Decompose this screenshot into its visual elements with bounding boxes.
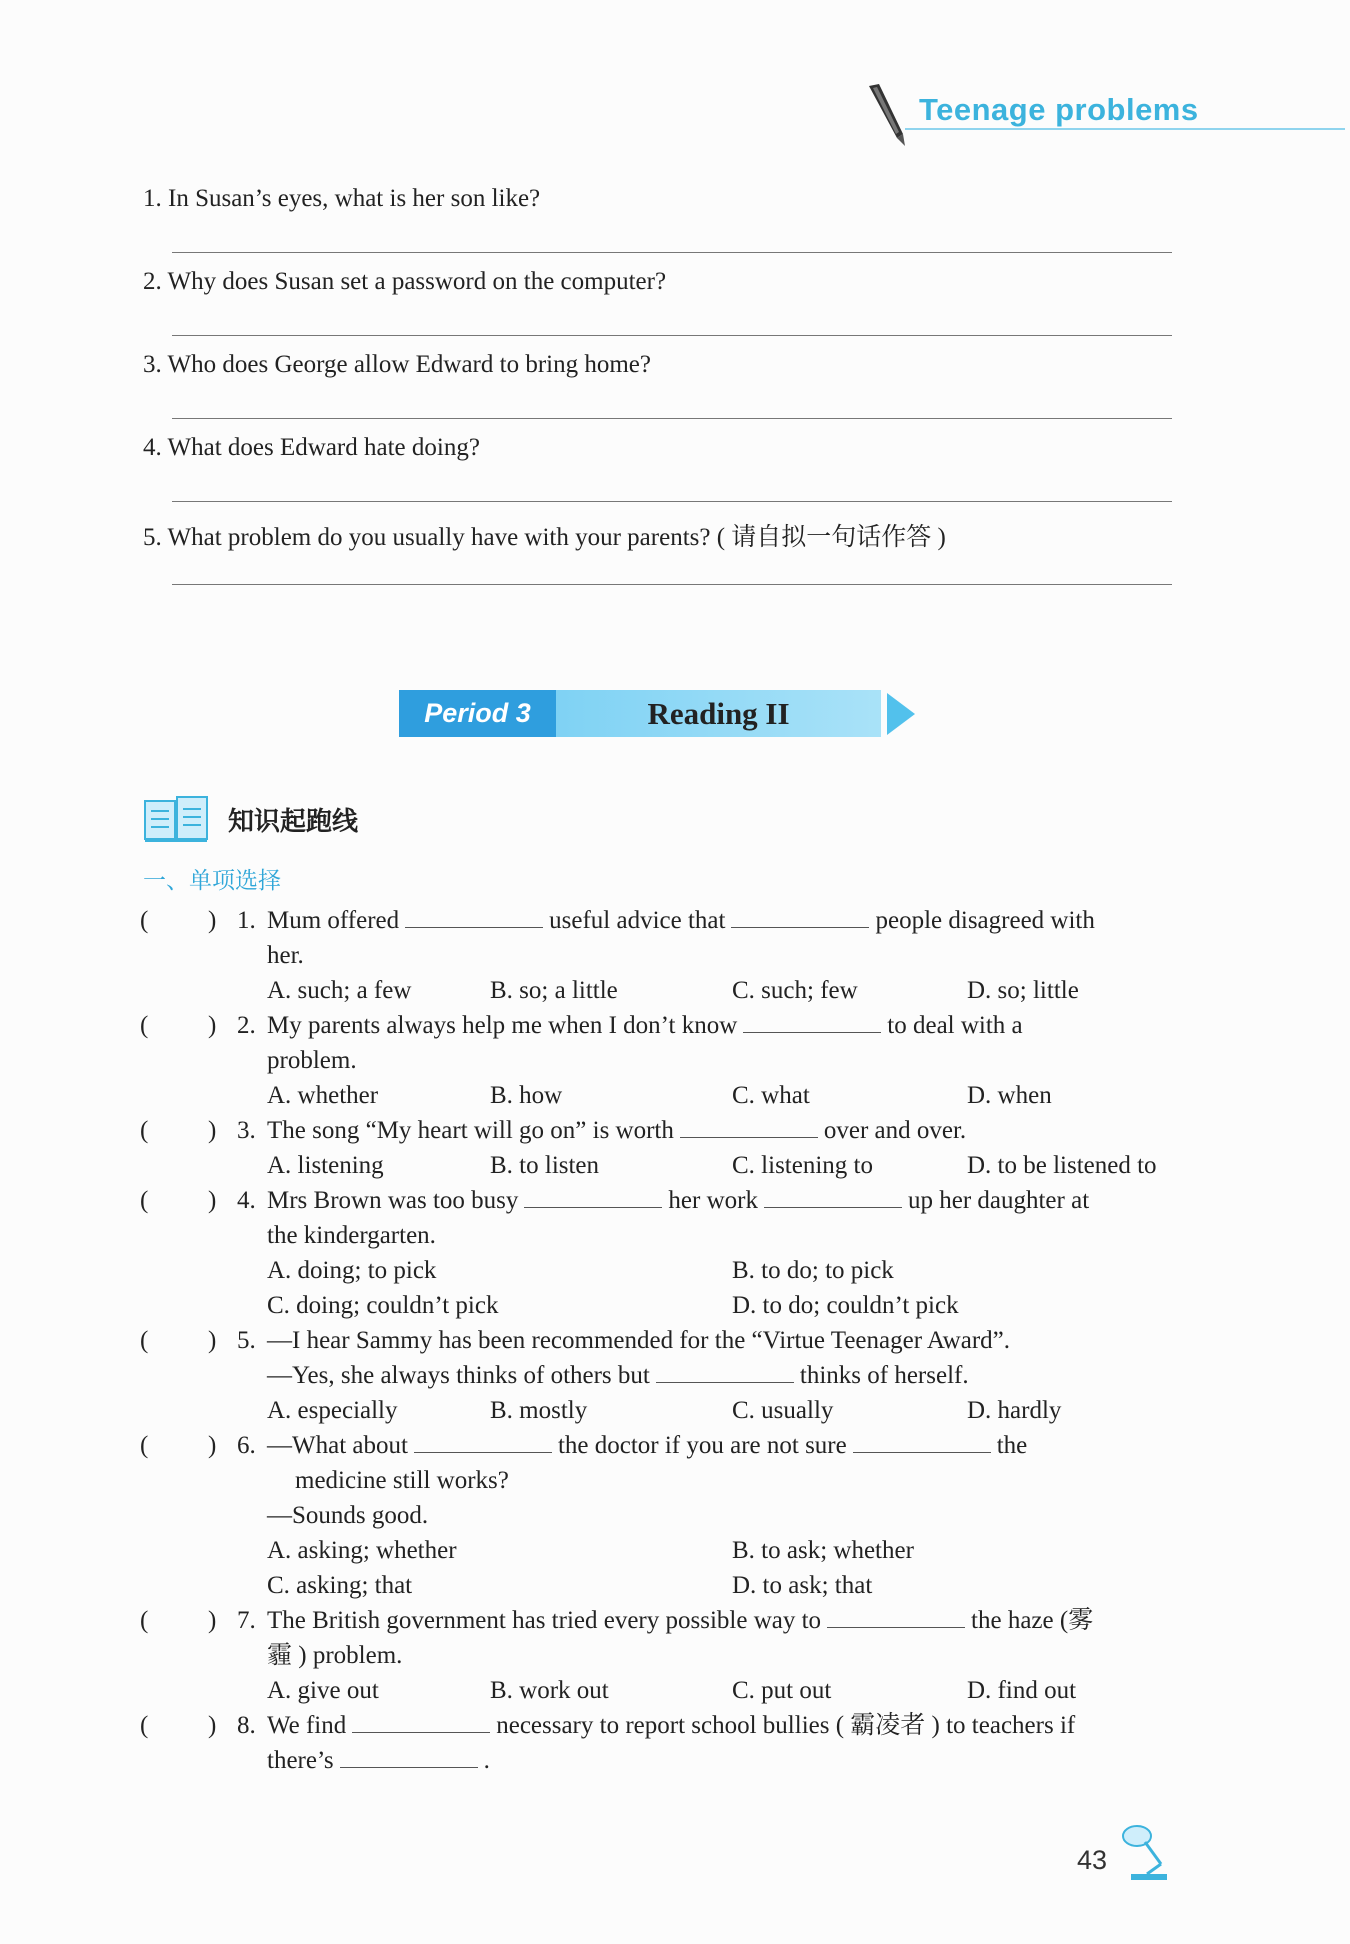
pen-icon xyxy=(863,82,911,150)
question-number: 5. xyxy=(237,1327,256,1354)
blank[interactable] xyxy=(827,1603,965,1628)
stem-continued xyxy=(267,1358,969,1393)
stem-text: My parents always help me when I don’t know xyxy=(267,1012,738,1039)
stem-text: The British government has tried every possible way to xyxy=(267,1607,822,1634)
options-row xyxy=(140,1253,1185,1288)
dialogue-reply: —Sounds good. xyxy=(267,1502,429,1529)
blank[interactable] xyxy=(764,1183,902,1208)
question-number: 2. xyxy=(237,1012,256,1039)
stem-text: her work xyxy=(668,1187,758,1214)
options-row xyxy=(140,1533,1185,1568)
question-row-continued xyxy=(140,938,1185,973)
option-a[interactable]: A. especially xyxy=(267,1397,398,1424)
question-row xyxy=(140,1113,1185,1148)
question-stem xyxy=(267,1183,1089,1218)
blank[interactable] xyxy=(352,1708,490,1733)
option-c[interactable]: C. doing; couldn’t pick xyxy=(267,1292,499,1319)
question-row xyxy=(140,1008,1185,1043)
question-row-continued xyxy=(140,1043,1185,1078)
period-title: Reading II xyxy=(556,690,881,737)
option-d[interactable]: D. when xyxy=(967,1082,1052,1109)
subsection-title: 一、单项选择 xyxy=(143,868,281,894)
option-d[interactable]: D. so; little xyxy=(967,977,1079,1004)
answer-bracket-close: ) xyxy=(208,1117,217,1144)
stem-text: over and over. xyxy=(823,1117,967,1144)
question-number: 1. xyxy=(237,907,256,934)
question-row xyxy=(140,1183,1185,1218)
question-item xyxy=(143,268,1183,351)
option-b[interactable]: B. to do; to pick xyxy=(732,1257,894,1284)
answer-bracket-open[interactable]: ( xyxy=(140,1712,149,1739)
multiple-choice-list xyxy=(140,903,1185,1778)
answer-bracket-open[interactable]: ( xyxy=(140,1187,149,1214)
question-text: 1. In Susan’s eyes, what is her son like? xyxy=(143,185,541,212)
option-d[interactable]: D. find out xyxy=(967,1677,1077,1704)
stem-text: Mrs Brown was too busy xyxy=(267,1187,519,1214)
stem-continued: problem. xyxy=(267,1047,357,1074)
question-stem xyxy=(267,1008,1023,1043)
period-label: Period 3 xyxy=(399,690,556,737)
stem-text: people disagreed with xyxy=(875,907,1095,934)
stem-text: the haze (雾 xyxy=(971,1607,1094,1634)
options-row xyxy=(140,1673,1185,1708)
question-stem: —I hear Sammy has been recommended for the “Virtue Teenager Award”. xyxy=(267,1327,1010,1354)
stem-continued: the kindergarten. xyxy=(267,1222,436,1249)
question-number: 3. xyxy=(237,1117,256,1144)
stem-text: the xyxy=(996,1432,1028,1459)
option-a[interactable]: A. asking; whether xyxy=(267,1537,457,1564)
stem-continued: 霾 ) problem. xyxy=(267,1642,403,1669)
question-number: 8. xyxy=(237,1712,256,1739)
answer-bracket-close: ) xyxy=(208,1712,217,1739)
question-text: 5. What problem do you usually have with your parents? ( 请自拟一句话作答 ) xyxy=(143,524,946,551)
option-c[interactable]: C. listening to xyxy=(732,1152,873,1179)
question-number: 7. xyxy=(237,1607,256,1634)
option-b[interactable]: B. mostly xyxy=(490,1397,588,1424)
options-row xyxy=(140,1393,1185,1428)
option-b[interactable]: B. how xyxy=(490,1082,563,1109)
question-row-continued xyxy=(140,1498,1185,1533)
section-title: 知识起跑线 xyxy=(228,807,359,837)
blank[interactable] xyxy=(731,903,869,928)
answer-bracket-open[interactable]: ( xyxy=(140,1607,149,1634)
option-c[interactable]: C. such; few xyxy=(732,977,858,1004)
question-stem xyxy=(267,1708,1075,1743)
answer-line[interactable] xyxy=(172,252,1172,253)
page-number: 43 xyxy=(1077,1845,1108,1875)
blank[interactable] xyxy=(405,903,543,928)
stem-text: necessary to report school bullies ( 霸凌者 ) to teachers if xyxy=(496,1712,1076,1739)
question-item xyxy=(143,185,1183,268)
blank[interactable] xyxy=(680,1113,818,1138)
option-c[interactable]: C. asking; that xyxy=(267,1572,413,1599)
blank[interactable] xyxy=(524,1183,662,1208)
question-stem xyxy=(267,1113,966,1148)
stem-text: there’s xyxy=(267,1747,334,1774)
answer-bracket-close: ) xyxy=(208,1187,217,1214)
question-item xyxy=(143,434,1183,517)
answer-bracket-close: ) xyxy=(208,1607,217,1634)
chapter-header xyxy=(855,78,1350,148)
answer-bracket-open[interactable]: ( xyxy=(140,1117,149,1144)
answer-bracket-open[interactable]: ( xyxy=(140,1327,149,1354)
question-stem xyxy=(267,1428,1027,1463)
answer-bracket-close: ) xyxy=(208,1432,217,1459)
stem-text: We find xyxy=(267,1712,347,1739)
question-row xyxy=(140,1708,1185,1743)
option-c[interactable]: C. what xyxy=(732,1082,810,1109)
answer-line[interactable] xyxy=(172,335,1172,336)
stem-text: thinks of herself. xyxy=(799,1362,969,1389)
stem-text: —What about xyxy=(267,1432,408,1459)
question-number: 4. xyxy=(237,1187,256,1214)
comprehension-questions xyxy=(143,185,1183,600)
option-d[interactable]: D. to be listened to xyxy=(967,1152,1157,1179)
option-a[interactable]: A. doing; to pick xyxy=(267,1257,437,1284)
question-row-continued xyxy=(140,1638,1185,1673)
answer-bracket-open[interactable]: ( xyxy=(140,1432,149,1459)
option-d[interactable]: D. to do; couldn’t pick xyxy=(732,1292,959,1319)
stem-text: the doctor if you are not sure xyxy=(557,1432,847,1459)
question-row xyxy=(140,1323,1185,1358)
question-item xyxy=(143,351,1183,434)
option-d[interactable]: D. hardly xyxy=(967,1397,1062,1424)
option-d[interactable]: D. to ask; that xyxy=(732,1572,873,1599)
stem-text: Mum offered xyxy=(267,907,400,934)
question-stem xyxy=(267,903,1095,938)
question-row xyxy=(140,903,1185,938)
options-row xyxy=(140,973,1185,1008)
question-item xyxy=(143,517,1183,600)
option-a[interactable]: A. whether xyxy=(267,1082,379,1109)
question-text: 3. Who does George allow Edward to bring home? xyxy=(143,351,651,378)
options-row xyxy=(140,1148,1185,1183)
stem-text: useful advice that xyxy=(549,907,726,934)
stem-text: to deal with a xyxy=(887,1012,1023,1039)
question-stem xyxy=(267,1603,1093,1638)
answer-bracket-open[interactable]: ( xyxy=(140,1012,149,1039)
period-banner xyxy=(399,690,919,740)
stem-text: . xyxy=(483,1747,490,1774)
question-row-continued xyxy=(140,1743,1185,1778)
answer-bracket-open[interactable]: ( xyxy=(140,907,149,934)
book-icon xyxy=(143,795,209,843)
question-text: 2. Why does Susan set a password on the computer? xyxy=(143,268,667,295)
option-b[interactable]: B. work out xyxy=(490,1677,609,1704)
stem-text: The song “My heart will go on” is worth xyxy=(267,1117,674,1144)
header-rule xyxy=(905,128,1345,130)
chapter-title: Teenage problems xyxy=(919,92,1199,127)
lamp-icon xyxy=(1117,1820,1177,1882)
question-row-continued xyxy=(140,1218,1185,1253)
stem-continued xyxy=(267,1743,490,1778)
stem-continued: her. xyxy=(267,942,304,969)
answer-line[interactable] xyxy=(172,501,1172,502)
answer-bracket-close: ) xyxy=(208,907,217,934)
option-a[interactable]: A. listening xyxy=(267,1152,384,1179)
option-c[interactable]: C. put out xyxy=(732,1677,832,1704)
option-a[interactable]: A. such; a few xyxy=(267,977,412,1004)
stem-text: —Yes, she always thinks of others but xyxy=(267,1362,650,1389)
arrow-icon xyxy=(887,693,915,735)
options-row xyxy=(140,1078,1185,1113)
options-row xyxy=(140,1568,1185,1603)
question-row xyxy=(140,1603,1185,1638)
blank[interactable] xyxy=(414,1428,552,1453)
blank[interactable] xyxy=(340,1743,478,1768)
answer-line[interactable] xyxy=(172,584,1172,585)
option-a[interactable]: A. give out xyxy=(267,1677,379,1704)
options-row xyxy=(140,1288,1185,1323)
question-text: 4. What does Edward hate doing? xyxy=(143,434,480,461)
option-b[interactable]: B. to listen xyxy=(490,1152,600,1179)
stem-continued: medicine still works? xyxy=(295,1467,509,1494)
blank[interactable] xyxy=(743,1008,881,1033)
answer-bracket-close: ) xyxy=(208,1012,217,1039)
option-b[interactable]: B. so; a little xyxy=(490,977,618,1004)
answer-bracket-close: ) xyxy=(208,1327,217,1354)
stem-text: up her daughter at xyxy=(907,1187,1090,1214)
question-row xyxy=(140,1428,1185,1463)
question-row-continued xyxy=(140,1463,1185,1498)
blank[interactable] xyxy=(656,1358,794,1383)
option-b[interactable]: B. to ask; whether xyxy=(732,1537,914,1564)
answer-line[interactable] xyxy=(172,418,1172,419)
option-c[interactable]: C. usually xyxy=(732,1397,834,1424)
question-number: 6. xyxy=(237,1432,256,1459)
blank[interactable] xyxy=(853,1428,991,1453)
question-row-continued xyxy=(140,1358,1185,1393)
